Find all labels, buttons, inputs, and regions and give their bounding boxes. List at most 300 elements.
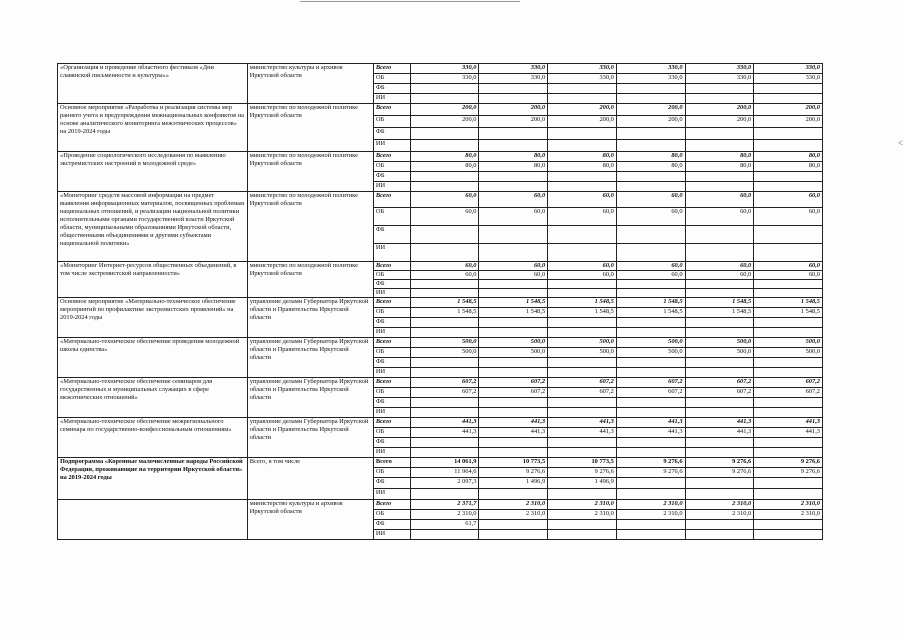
funding-source: ФБ (373, 318, 410, 328)
responsible-organization: управление делами Губернатора Иркутской области и Правительства Иркутской области (247, 298, 373, 338)
amount-cell (616, 398, 685, 408)
table-row (58, 458, 823, 468)
amount-cell (548, 128, 617, 140)
amount-cell: 9 276,6 (548, 468, 617, 478)
amount-cell (479, 289, 548, 298)
amount-cell: 2 310,0 (410, 510, 479, 520)
amount-cell (410, 448, 479, 458)
amount-cell (548, 172, 617, 182)
amount-cell: 500,0 (548, 348, 617, 358)
responsible-organization: министерство культуры и архивов Иркутской области (247, 500, 373, 540)
amount-cell: 2 310,0 (754, 500, 823, 510)
amount-cell: 200,0 (479, 116, 548, 128)
amount-cell (685, 398, 754, 408)
amount-cell (685, 408, 754, 418)
funding-source: ИИ (373, 408, 410, 418)
amount-cell: 60,0 (754, 262, 823, 271)
amount-cell: 9 276,6 (616, 468, 685, 478)
amount-cell: 60,0 (548, 262, 617, 271)
amount-cell: 1 548,5 (548, 308, 617, 318)
amount-cell: 330,0 (616, 64, 685, 74)
table-row (58, 298, 823, 308)
amount-cell: 607,2 (685, 388, 754, 398)
responsible-organization: министерство по молодежной политике Иркутской области (247, 192, 373, 262)
amount-cell: 60,0 (410, 192, 479, 208)
amount-cell: 441,3 (754, 428, 823, 438)
amount-cell: 607,2 (548, 378, 617, 388)
amount-cell (479, 244, 548, 262)
amount-cell (616, 244, 685, 262)
activity-description: «Мониторинг средств массовой информации на предмет выявления информационных материалов, посвященных проблемам национальных отношений, и реализации национальной политики исполнительными органами государственной власти Иркутской области, муниципальными образованиями Иркутской области, общественными объединениями и другими субъектами национальной политики» (58, 192, 248, 262)
amount-cell: 1 548,5 (410, 298, 479, 308)
amount-cell (410, 244, 479, 262)
amount-cell: 330,0 (410, 74, 479, 84)
funding-source: ОБ (373, 208, 410, 226)
amount-cell (479, 318, 548, 328)
funding-source: ИИ (373, 530, 410, 540)
funding-source: Всего (373, 500, 410, 510)
amount-cell (548, 520, 617, 530)
funding-source: ОБ (373, 74, 410, 84)
amount-cell: 607,2 (754, 378, 823, 388)
amount-cell: 441,3 (479, 428, 548, 438)
amount-cell (410, 128, 479, 140)
amount-cell: 607,2 (616, 378, 685, 388)
amount-cell (410, 398, 479, 408)
amount-cell: 60,0 (754, 192, 823, 208)
amount-cell (410, 94, 479, 104)
funding-source: ФБ (373, 478, 410, 489)
funding-source: ОБ (373, 510, 410, 520)
amount-cell: 11 964,6 (410, 468, 479, 478)
amount-cell (685, 328, 754, 338)
amount-cell (685, 84, 754, 94)
funding-source: ОБ (373, 116, 410, 128)
funding-source: ОБ (373, 388, 410, 398)
amount-cell: 441,3 (616, 418, 685, 428)
amount-cell (548, 368, 617, 378)
amount-cell: 2 310,0 (685, 500, 754, 510)
amount-cell (548, 448, 617, 458)
amount-cell (754, 520, 823, 530)
amount-cell: 1 548,5 (685, 298, 754, 308)
funding-source: ФБ (373, 438, 410, 448)
table-row (58, 338, 823, 348)
amount-cell (479, 328, 548, 338)
amount-cell: 60,0 (754, 208, 823, 226)
amount-cell (616, 289, 685, 298)
amount-cell: 80,0 (685, 162, 754, 172)
amount-cell: 80,0 (410, 152, 479, 162)
amount-cell (548, 318, 617, 328)
amount-cell (616, 172, 685, 182)
amount-cell: 441,3 (410, 418, 479, 428)
amount-cell (685, 182, 754, 192)
amount-cell (616, 182, 685, 192)
amount-cell (548, 358, 617, 368)
amount-cell (548, 530, 617, 540)
amount-cell: 500,0 (685, 348, 754, 358)
funding-source: ФБ (373, 128, 410, 140)
amount-cell: 330,0 (685, 74, 754, 84)
amount-cell: 9 276,6 (685, 458, 754, 468)
amount-cell (479, 530, 548, 540)
amount-cell: 80,0 (548, 162, 617, 172)
funding-source: ИИ (373, 489, 410, 500)
amount-cell (616, 448, 685, 458)
amount-cell (479, 140, 548, 152)
amount-cell: 200,0 (548, 116, 617, 128)
amount-cell: 500,0 (548, 338, 617, 348)
amount-cell (616, 358, 685, 368)
amount-cell: 60,0 (410, 271, 479, 280)
amount-cell: 2 310,0 (548, 500, 617, 510)
amount-cell: 607,2 (410, 388, 479, 398)
amount-cell: 330,0 (410, 64, 479, 74)
amount-cell: 60,0 (754, 271, 823, 280)
amount-cell: 1 548,5 (548, 298, 617, 308)
amount-cell (479, 398, 548, 408)
amount-cell: 80,0 (754, 152, 823, 162)
amount-cell: 60,0 (616, 208, 685, 226)
amount-cell (685, 358, 754, 368)
amount-cell (548, 84, 617, 94)
funding-source: ОБ (373, 468, 410, 478)
funding-source: ФБ (373, 520, 410, 530)
amount-cell (548, 438, 617, 448)
amount-cell: 330,0 (754, 74, 823, 84)
amount-cell: 500,0 (616, 338, 685, 348)
amount-cell (754, 140, 823, 152)
responsible-organization: управление делами Губернатора Иркутской области и Правительства Иркутской области (247, 418, 373, 458)
activity-description: «Материально-техническое обеспечение проведения молодежной школы единства» (58, 338, 248, 378)
funding-source: ОБ (373, 271, 410, 280)
amount-cell: 200,0 (685, 116, 754, 128)
responsible-organization: управление делами Губернатора Иркутской области и Правительства Иркутской области (247, 338, 373, 378)
amount-cell: 60,0 (410, 262, 479, 271)
amount-cell (410, 368, 479, 378)
funding-source: ФБ (373, 280, 410, 289)
amount-cell (616, 408, 685, 418)
funding-source: ФБ (373, 358, 410, 368)
amount-cell: 441,3 (548, 418, 617, 428)
amount-cell (410, 84, 479, 94)
amount-cell (410, 408, 479, 418)
amount-cell (548, 280, 617, 289)
amount-cell: 80,0 (754, 162, 823, 172)
funding-source: ИИ (373, 368, 410, 378)
table-row (58, 152, 823, 162)
amount-cell (616, 520, 685, 530)
amount-cell: 330,0 (548, 74, 617, 84)
table-row (58, 64, 823, 74)
amount-cell: 60,0 (685, 208, 754, 226)
amount-cell (685, 318, 754, 328)
amount-cell (754, 478, 823, 489)
activity-description: «Мониторинг Интернет-ресурсов общественных объединений, в том числе экстремистской направленности» (58, 262, 248, 298)
activity-description: «Материально-техническое обеспечение межрегионального семинара по государственно-конфессиональным отношениям» (58, 418, 248, 458)
amount-cell (685, 289, 754, 298)
funding-source: Всего (373, 64, 410, 74)
amount-cell (685, 448, 754, 458)
amount-cell (616, 368, 685, 378)
amount-cell: 60,0 (548, 192, 617, 208)
amount-cell (754, 226, 823, 244)
amount-cell (410, 289, 479, 298)
amount-cell (479, 172, 548, 182)
amount-cell (685, 280, 754, 289)
amount-cell: 9 276,6 (479, 468, 548, 478)
amount-cell: 2 371,7 (410, 500, 479, 510)
amount-cell (616, 489, 685, 500)
amount-cell (754, 328, 823, 338)
amount-cell: 1 496,9 (548, 478, 617, 489)
funding-source: Всего (373, 458, 410, 468)
amount-cell: 607,2 (685, 378, 754, 388)
amount-cell (754, 172, 823, 182)
amount-cell (685, 489, 754, 500)
responsible-organization: Всего, в том числе (247, 458, 373, 500)
funding-source: ФБ (373, 398, 410, 408)
amount-cell: 60,0 (479, 262, 548, 271)
amount-cell: 60,0 (685, 271, 754, 280)
responsible-organization: министерство по молодежной политике Иркутской области (247, 262, 373, 298)
amount-cell (754, 489, 823, 500)
amount-cell (754, 128, 823, 140)
amount-cell (754, 408, 823, 418)
amount-cell (616, 478, 685, 489)
funding-source: ОБ (373, 308, 410, 318)
amount-cell (754, 438, 823, 448)
amount-cell: 500,0 (410, 338, 479, 348)
amount-cell: 2 310,0 (754, 510, 823, 520)
amount-cell: 60,0 (410, 208, 479, 226)
amount-cell: 60,0 (616, 192, 685, 208)
amount-cell: 200,0 (548, 104, 617, 116)
table-row (58, 104, 823, 116)
amount-cell (754, 398, 823, 408)
amount-cell: 80,0 (479, 152, 548, 162)
amount-cell (685, 128, 754, 140)
amount-cell (616, 318, 685, 328)
amount-cell (616, 530, 685, 540)
amount-cell: 500,0 (410, 348, 479, 358)
amount-cell (754, 530, 823, 540)
amount-cell: 1 548,5 (685, 308, 754, 318)
amount-cell: 500,0 (754, 338, 823, 348)
responsible-organization: министерство культуры и архивов Иркутской области (247, 64, 373, 104)
amount-cell: 2 310,0 (616, 510, 685, 520)
amount-cell: 60,0 (616, 271, 685, 280)
amount-cell: 200,0 (616, 104, 685, 116)
funding-source: ИИ (373, 140, 410, 152)
amount-cell (616, 140, 685, 152)
amount-cell (685, 478, 754, 489)
amount-cell: 80,0 (616, 162, 685, 172)
activity-description: «Проведение социологического исследования по выявлению экстремистских настроений в молодежной среде» (58, 152, 248, 192)
funding-source: Всего (373, 104, 410, 116)
amount-cell (685, 520, 754, 530)
amount-cell (754, 244, 823, 262)
table-row (58, 192, 823, 208)
amount-cell: 441,3 (548, 428, 617, 438)
amount-cell (479, 448, 548, 458)
amount-cell (479, 520, 548, 530)
amount-cell: 607,2 (548, 388, 617, 398)
amount-cell: 14 061,9 (410, 458, 479, 468)
amount-cell (410, 358, 479, 368)
funding-source: ОБ (373, 162, 410, 172)
amount-cell: 60,0 (685, 262, 754, 271)
amount-cell: 80,0 (548, 152, 617, 162)
amount-cell: 330,0 (616, 74, 685, 84)
amount-cell: 330,0 (685, 64, 754, 74)
amount-cell: 60,0 (616, 262, 685, 271)
amount-cell: 10 773,5 (479, 458, 548, 468)
amount-cell (479, 84, 548, 94)
amount-cell (479, 408, 548, 418)
amount-cell: 1 548,5 (479, 308, 548, 318)
amount-cell: 1 548,5 (754, 298, 823, 308)
responsible-organization: министерство по молодежной политике Иркутской области (247, 104, 373, 152)
amount-cell (479, 489, 548, 500)
amount-cell (685, 172, 754, 182)
amount-cell: 1 548,5 (479, 298, 548, 308)
amount-cell (616, 328, 685, 338)
amount-cell (479, 368, 548, 378)
amount-cell: 441,3 (616, 428, 685, 438)
amount-cell (479, 128, 548, 140)
amount-cell: 330,0 (479, 74, 548, 84)
amount-cell: 80,0 (685, 152, 754, 162)
amount-cell: 2 097,3 (410, 478, 479, 489)
amount-cell: 60,0 (479, 208, 548, 226)
activity-description: «Организация и проведение областного фестиваля «Дни славянской письменности и культуры»» (58, 64, 248, 104)
amount-cell: 200,0 (410, 104, 479, 116)
funding-source: ИИ (373, 244, 410, 262)
amount-cell (616, 84, 685, 94)
amount-cell: 200,0 (410, 116, 479, 128)
amount-cell (754, 368, 823, 378)
amount-cell (410, 489, 479, 500)
amount-cell (548, 182, 617, 192)
amount-cell: 60,0 (479, 192, 548, 208)
amount-cell (479, 438, 548, 448)
amount-cell (479, 280, 548, 289)
amount-cell (685, 94, 754, 104)
activity-description: Подпрограмма «Коренные малочисленные народы Российской Федерации, проживающие на территории Иркутской области» на 2019-2024 годы (58, 458, 248, 500)
amount-cell (410, 328, 479, 338)
funding-source: Всего (373, 298, 410, 308)
amount-cell (754, 289, 823, 298)
amount-cell: 500,0 (479, 348, 548, 358)
amount-cell: 500,0 (685, 338, 754, 348)
amount-cell: 200,0 (754, 116, 823, 128)
funding-source: ИИ (373, 94, 410, 104)
amount-cell: 60,0 (685, 192, 754, 208)
amount-cell (548, 226, 617, 244)
amount-cell: 441,3 (685, 428, 754, 438)
funding-source: Всего (373, 338, 410, 348)
amount-cell: 330,0 (479, 64, 548, 74)
page-edge-mark: < (897, 138, 903, 148)
amount-cell: 2 310,0 (616, 500, 685, 510)
amount-cell (685, 368, 754, 378)
table-row (58, 262, 823, 271)
amount-cell: 60,0 (548, 208, 617, 226)
amount-cell: 500,0 (754, 348, 823, 358)
amount-cell: 9 276,6 (754, 458, 823, 468)
amount-cell: 330,0 (548, 64, 617, 74)
amount-cell: 2 310,0 (479, 500, 548, 510)
amount-cell: 1 548,5 (754, 308, 823, 318)
amount-cell (548, 489, 617, 500)
responsible-organization: министерство по молодежной политике Иркутской области (247, 152, 373, 192)
amount-cell (754, 280, 823, 289)
amount-cell: 607,2 (479, 378, 548, 388)
amount-cell (479, 226, 548, 244)
amount-cell: 1 548,5 (616, 298, 685, 308)
amount-cell (754, 94, 823, 104)
funding-source: Всего (373, 192, 410, 208)
amount-cell: 1 548,5 (616, 308, 685, 318)
amount-cell (548, 328, 617, 338)
funding-source: ФБ (373, 172, 410, 182)
amount-cell: 1 548,5 (410, 308, 479, 318)
amount-cell (616, 438, 685, 448)
amount-cell: 2 310,0 (685, 510, 754, 520)
activity-description: Основное мероприятие «Материально-техническое обеспечение мероприятий по профилактике экстремистских проявлений» на 2019-2024 годы (58, 298, 248, 338)
top-rule (300, 1, 520, 2)
funding-source: Всего (373, 418, 410, 428)
amount-cell: 9 276,6 (685, 468, 754, 478)
amount-cell: 200,0 (479, 104, 548, 116)
amount-cell: 2 310,0 (479, 510, 548, 520)
amount-cell: 441,3 (410, 428, 479, 438)
table-row (58, 418, 823, 428)
amount-cell (616, 128, 685, 140)
amount-cell (754, 358, 823, 368)
amount-cell: 61,7 (410, 520, 479, 530)
funding-source: Всего (373, 152, 410, 162)
funding-source: ИИ (373, 328, 410, 338)
amount-cell (685, 530, 754, 540)
amount-cell (548, 94, 617, 104)
amount-cell (616, 226, 685, 244)
funding-source: ФБ (373, 226, 410, 244)
amount-cell: 200,0 (685, 104, 754, 116)
amount-cell (479, 358, 548, 368)
amount-cell (479, 94, 548, 104)
amount-cell (410, 182, 479, 192)
amount-cell (616, 280, 685, 289)
funding-source: ИИ (373, 182, 410, 192)
amount-cell (685, 140, 754, 152)
amount-cell (410, 172, 479, 182)
amount-cell (754, 84, 823, 94)
activity-description (58, 500, 248, 540)
amount-cell: 80,0 (616, 152, 685, 162)
amount-cell (685, 438, 754, 448)
amount-cell (685, 244, 754, 262)
activity-description: «Материально-техническое обеспечение семинаров для государственных и муниципальных служащих в сфере межэтнических отношений» (58, 378, 248, 418)
amount-cell: 200,0 (616, 116, 685, 128)
amount-cell (754, 448, 823, 458)
budget-table-body (58, 64, 823, 540)
amount-cell: 441,3 (479, 418, 548, 428)
funding-source: ОБ (373, 348, 410, 358)
amount-cell (548, 408, 617, 418)
